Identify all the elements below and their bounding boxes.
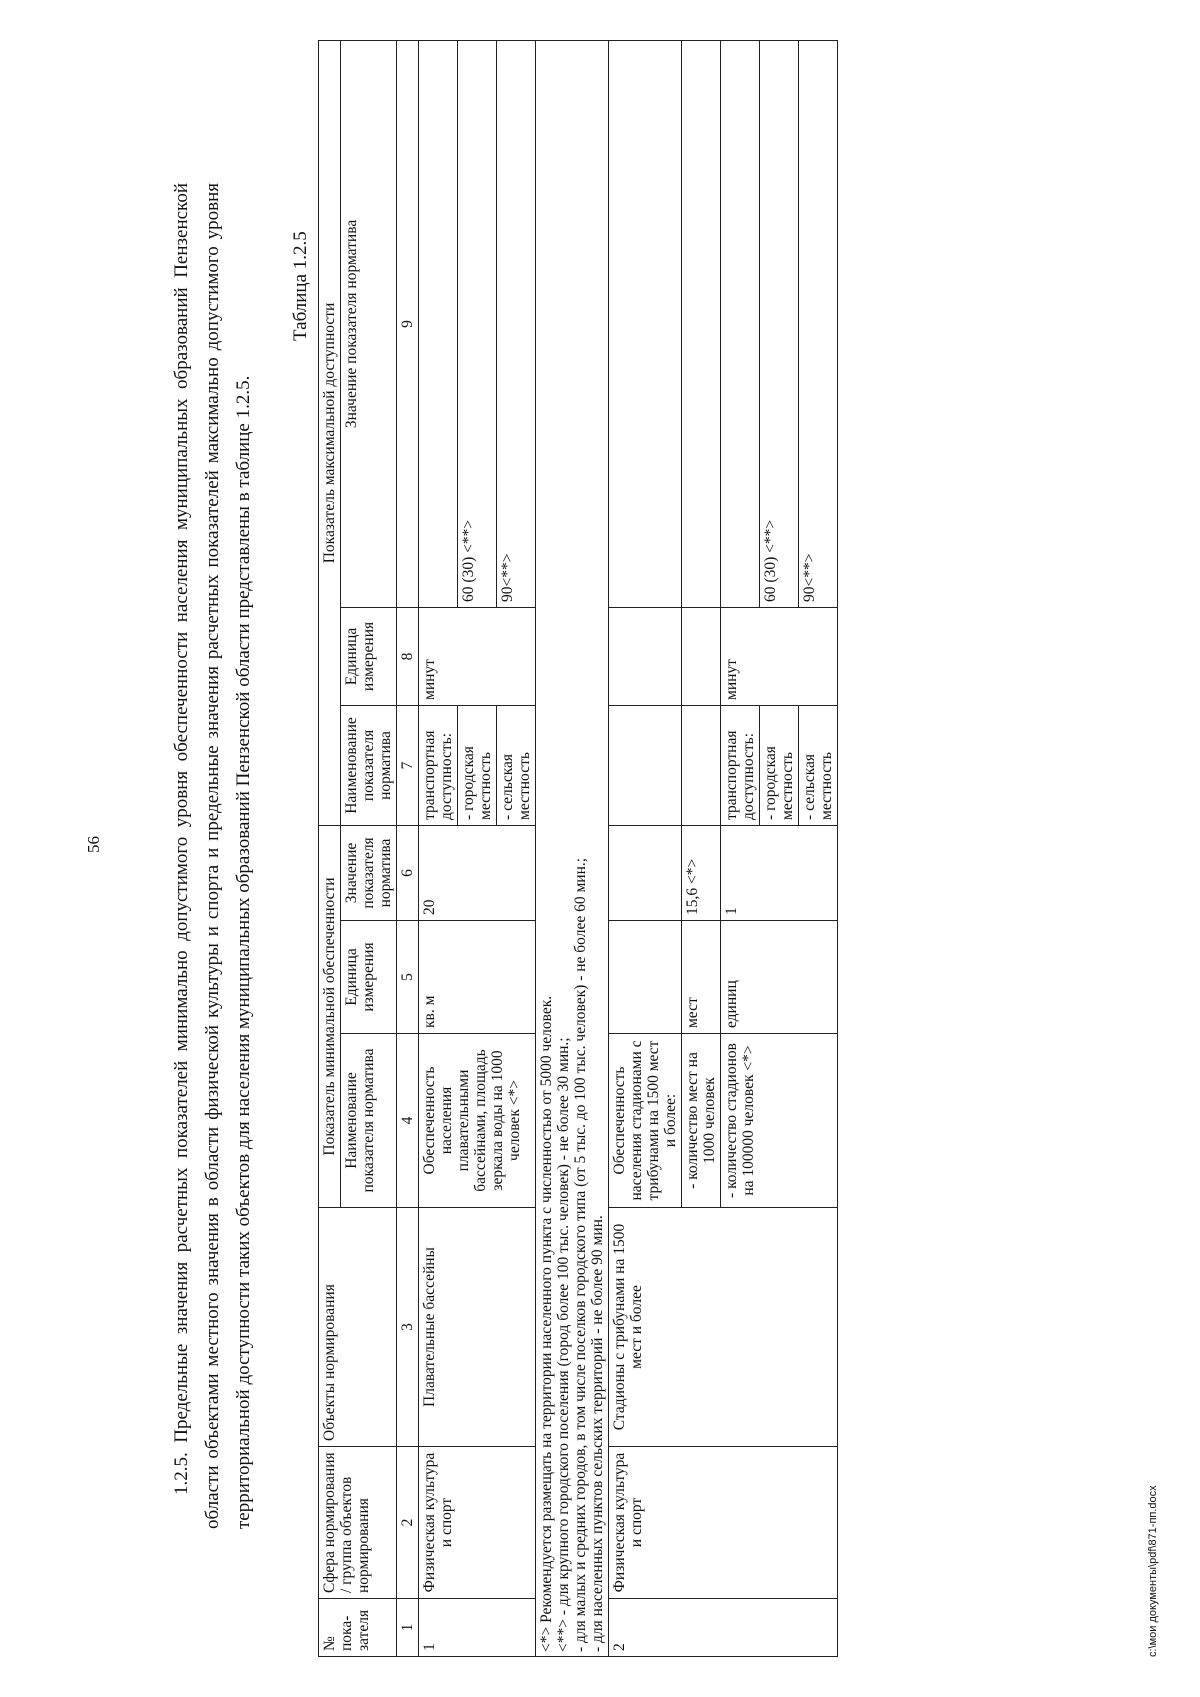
row-sphere: Физическая культура и спорт [609, 1447, 838, 1599]
row-max-unit: минут [419, 607, 536, 705]
row-number: 1 [419, 1599, 536, 1657]
header-max-value: Значение показателя норматива [341, 40, 397, 607]
header-row [319, 40, 341, 1656]
note-line: <*> Рекомендуется размещать на территории населенного пункта с численностью от 5000 человек. [538, 995, 555, 1652]
column-number: 9 [397, 40, 419, 607]
column-number: 2 [397, 1447, 419, 1599]
header-min-name: Наименование показателя норматива [341, 1034, 397, 1208]
row-min-unit: кв. м [419, 921, 536, 1034]
column-number: 3 [397, 1208, 419, 1447]
row-max-unit-empty [682, 607, 721, 705]
row-object: Плавательные бассейны [419, 1208, 536, 1447]
column-number: 7 [397, 705, 419, 825]
row-number: 2 [609, 1599, 838, 1657]
table-caption: Таблица 1.2.5 [290, 231, 311, 341]
row-max-value-empty [609, 40, 682, 607]
row-min-sub2-unit: единиц [721, 921, 838, 1034]
row-max-empty [609, 705, 682, 825]
row-max-value-rural: 90<**> [497, 40, 536, 607]
header-min-unit: Единица измерения [341, 921, 397, 1034]
table-row [609, 40, 682, 1656]
row-max-urban: - городская местность [458, 705, 497, 825]
row-min-sub1-value: 15,6 <*> [682, 825, 721, 920]
row-min-value: 20 [419, 825, 536, 920]
note-line: - для малых и средних городов, в том числе поселков городского типа (от 5 тыс. до 100 тыс. человек) - не более 60 мин.; [572, 857, 589, 1652]
row-min-sub2-name: - количество стадионов на 100000 человек <*> [721, 1034, 838, 1208]
intro-paragraph [166, 183, 259, 1529]
row-min-sub1-name: - количество мест на 1000 человек [682, 1034, 721, 1208]
column-number-row [397, 40, 419, 1656]
row-min-sub2-value: 1 [721, 825, 838, 920]
row-max-value-empty [682, 40, 721, 607]
header-min-group: Показатель минимальной обеспеченности [319, 825, 341, 1207]
norms-table [318, 40, 838, 1657]
note-line: <**> - для крупного городского поселения (город более 100 тыс. человек) - не более 30 мин.; [555, 1037, 572, 1652]
header-max-name: Наименование показателя норматива [341, 705, 397, 825]
row-max-unit: минут [721, 607, 838, 705]
header-max-unit: Единица измерения [341, 607, 397, 705]
row-max-unit-empty [609, 607, 682, 705]
row-max-rural: - сельская местность [799, 705, 838, 825]
notes-row [536, 40, 609, 1656]
header-number: № пока-зателя [319, 1599, 397, 1657]
column-number: 6 [397, 825, 419, 920]
column-number: 1 [397, 1599, 419, 1657]
row-max-title: транспортная доступность: [721, 705, 760, 825]
table-row [419, 40, 458, 1656]
table-notes [536, 40, 609, 1656]
row-sphere: Физическая культура и спорт [419, 1447, 536, 1599]
row-max-rural: - сельская местность [497, 705, 536, 825]
row-max-value-urban: 60 (30) <**> [760, 40, 799, 607]
header-objects: Объекты нормирования [319, 1208, 397, 1447]
footer-file-path: c:\мои документы\pdf\871-пп.docx [1147, 1485, 1159, 1657]
row-max-empty [682, 705, 721, 825]
note-line: - для населенных пунктов сельских территорий - не более 90 мин. [589, 1215, 606, 1652]
row-min-name: Обеспеченность населения плавательными бассейнами, площадь зеркала воды на 1000 человек <*> [419, 1034, 536, 1208]
row-min-value-empty [609, 825, 682, 920]
row-max-title: транспортная доступность: [419, 705, 458, 825]
row-min-unit-empty [609, 921, 682, 1034]
intro-text: 1.2.5. Предельные значения расчетных показателей минимально допустимого уровня обеспеченности населения муниципальных образований Пензенской области объектами местного значения в области физической культуры и спорта и предельные значения расчетных показателей максимально допустимого уровня территориальной доступности таких объектов для населения муниципальных образований Пензенской области представлены в таблице 1.2.5. [171, 183, 254, 1529]
row-max-value-empty [419, 40, 458, 607]
row-max-value-empty [721, 40, 760, 607]
row-min-sub1-unit: мест [682, 921, 721, 1034]
row-max-value-rural: 90<**> [799, 40, 838, 607]
row-max-urban: - городская местность [760, 705, 799, 825]
column-number: 5 [397, 921, 419, 1034]
column-number: 4 [397, 1034, 419, 1208]
row-object: Стадионы с трибунами на 1500 мест и более [609, 1208, 838, 1447]
row-max-value-urban: 60 (30) <**> [458, 40, 497, 607]
header-max-group: Показатель максимальной доступности [319, 40, 341, 825]
header-min-value: Значение показателя норматива [341, 825, 397, 920]
row-min-name: Обеспеченность населения стадионами с трибунами на 1500 мест и более: [609, 1034, 682, 1208]
header-sphere: Сфера нормирования / группа объектов нормирования [319, 1447, 397, 1599]
column-number: 8 [397, 607, 419, 705]
page-number: 56 [84, 836, 103, 853]
